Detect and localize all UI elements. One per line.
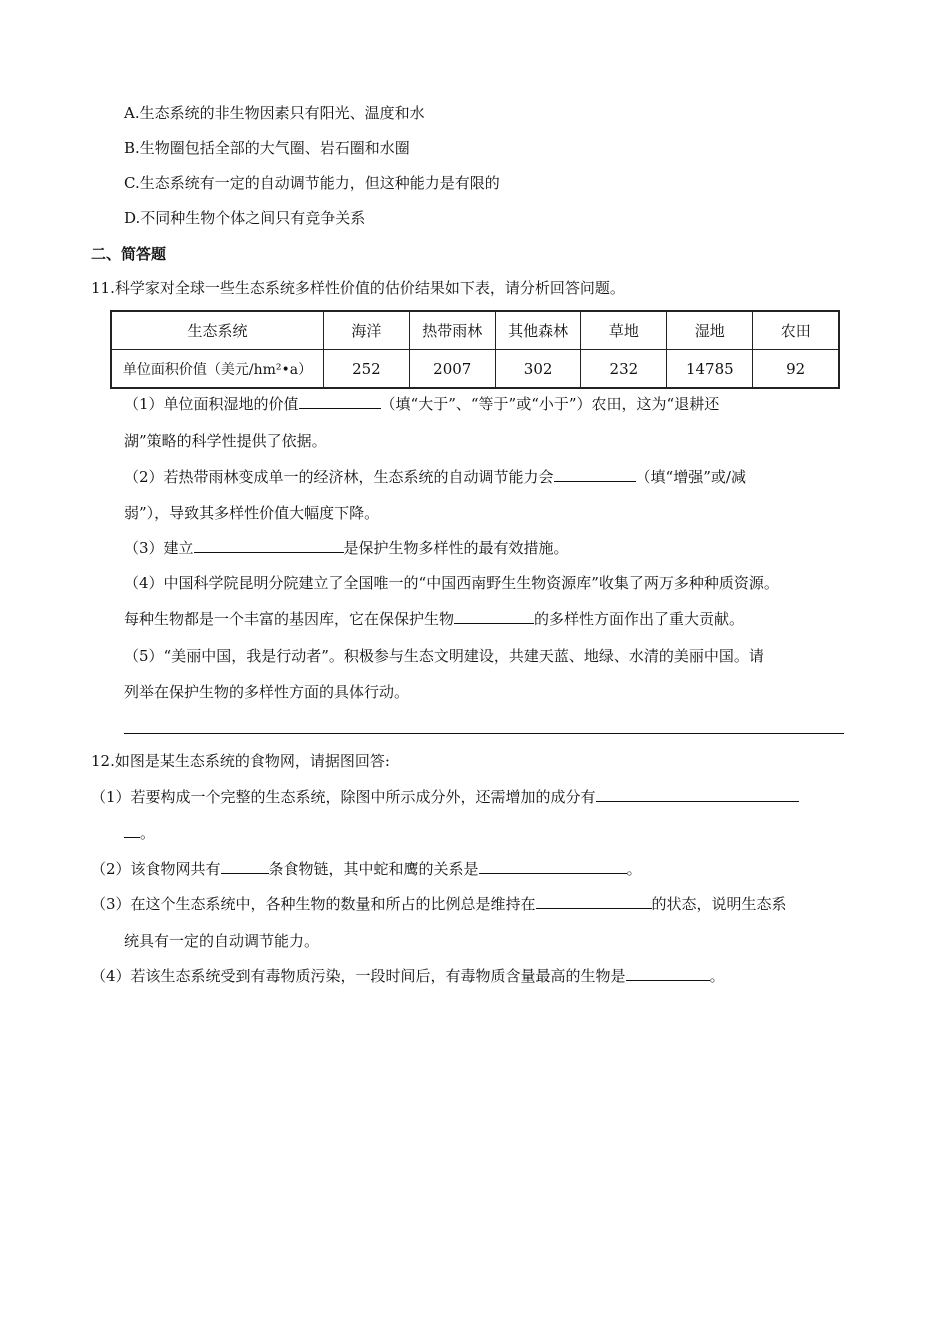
option-a: A.生态系统的非生物因素只有阳光、温度和水 xyxy=(124,104,425,122)
table-cell: 14785 xyxy=(667,350,753,389)
table-row-label: 单位面积价值（美元/hm²•a） xyxy=(111,350,324,389)
answer-blank xyxy=(194,538,344,553)
table-header-cell: 热带雨林 xyxy=(409,311,495,350)
option-c: C.生态系统有一定的自动调节能力，但这种能力是有限的 xyxy=(124,174,500,192)
q11-p1-text-c: 湖”策略的科学性提供了依据。 xyxy=(124,432,327,450)
q12-p1-text-a: （1）若要构成一个完整的生态系统，除图中所示成分外，还需增加的成分有 xyxy=(91,788,596,806)
table-header-cell: 海洋 xyxy=(324,311,410,350)
q12-p2-text-b: 条食物链，其中蛇和鹰的关系是 xyxy=(268,860,479,878)
q12-part2 xyxy=(91,859,642,879)
q12-p2-text-a: （2）该食物网共有 xyxy=(91,860,221,878)
q12-p2-text-c: 。 xyxy=(626,860,642,878)
table-cell: 302 xyxy=(495,350,581,389)
q11-p2-text-b: （填“增强”或/减 xyxy=(635,468,746,486)
table-row xyxy=(111,350,839,389)
q11-part3 xyxy=(124,538,569,558)
answer-blank xyxy=(124,823,140,838)
answer-blank xyxy=(479,859,627,874)
q12-p4-text-a: （4）若该生态系统受到有毒物质污染，一段时间后，有毒物质含量最高的生物是 xyxy=(91,967,626,985)
q12-part1-line1 xyxy=(91,787,799,807)
answer-blank xyxy=(626,966,710,981)
answer-blank xyxy=(221,859,269,874)
q11-p4-text-c: 的多样性方面作出了重大贡献。 xyxy=(534,610,745,628)
answer-blank xyxy=(596,787,799,802)
table-cell: 232 xyxy=(581,350,667,389)
option-d: D.不同种生物个体之间只有竞争关系 xyxy=(124,209,366,227)
q12-stem: 12.如图是某生态系统的食物网，请据图回答: xyxy=(91,752,390,770)
q12-p1-text-b: 。 xyxy=(140,824,156,842)
q11-part4-line2 xyxy=(124,609,744,629)
q11-p1-text-a: （1）单位面积湿地的价值 xyxy=(124,395,299,413)
q12-part3-line1 xyxy=(91,894,787,914)
q11-stem: 11.科学家对全球一些生态系统多样性价值的估价结果如下表，请分析回答问题。 xyxy=(91,279,625,297)
q12-p3-text-c: 统具有一定的自动调节能力。 xyxy=(124,932,320,950)
table-header-cell: 湿地 xyxy=(667,311,753,350)
answer-line xyxy=(124,733,844,734)
q11-p1-text-b: （填“大于”、“等于”或“小于”）农田，这为“退耕还 xyxy=(380,395,720,413)
table-header-cell: 草地 xyxy=(581,311,667,350)
q11-p5-text-b: 列举在保护生物的多样性方面的具体行动。 xyxy=(124,683,410,701)
q11-p4-text-a: （4）中国科学院昆明分院建立了全国唯一的“中国西南野生生物资源库”收集了两万多种种质资源。 xyxy=(124,574,779,592)
answer-blank xyxy=(536,894,652,909)
table-cell: 252 xyxy=(324,350,410,389)
q11-p2-text-c: 弱”），导致其多样性价值大幅度下降。 xyxy=(124,504,380,522)
table-header-row xyxy=(111,311,839,350)
table-header-cell: 其他森林 xyxy=(495,311,581,350)
q11-p3-text-b: 是保护生物多样性的最有效措施。 xyxy=(343,539,569,557)
q11-p5-text-a: （5）“美丽中国，我是行动者”。积极参与生态文明建设，共建天蓝、地绿、水清的美丽中国。请 xyxy=(124,647,764,665)
section-title: 二、简答题 xyxy=(91,245,167,263)
table-header-cell: 农田 xyxy=(753,311,839,350)
option-b: B.生物圈包括全部的大气圈、岩石圈和水圈 xyxy=(124,139,410,157)
table-header-cell: 生态系统 xyxy=(111,311,324,350)
q12-p3-text-b: 的状态，说明生态系 xyxy=(651,895,787,913)
q11-part2-line1 xyxy=(124,467,746,487)
q12-p4-text-b: 。 xyxy=(709,967,725,985)
q12-part1-line2 xyxy=(124,823,155,843)
answer-blank xyxy=(554,467,636,482)
answer-blank xyxy=(299,394,381,409)
q11-p2-text-a: （2）若热带雨林变成单一的经济林，生态系统的自动调节能力会 xyxy=(124,468,554,486)
table-cell: 92 xyxy=(753,350,839,389)
q11-part1-line1 xyxy=(124,394,719,414)
q11-p3-text-a: （3）建立 xyxy=(124,539,194,557)
answer-blank xyxy=(454,609,534,624)
value-table xyxy=(110,310,840,389)
q11-p4-text-b: 每种生物都是一个丰富的基因库，它在保保护生物 xyxy=(124,610,455,628)
q12-p3-text-a: （3）在这个生态系统中，各种生物的数量和所占的比例总是维持在 xyxy=(91,895,536,913)
q12-part4 xyxy=(91,966,725,986)
table-cell: 2007 xyxy=(409,350,495,389)
